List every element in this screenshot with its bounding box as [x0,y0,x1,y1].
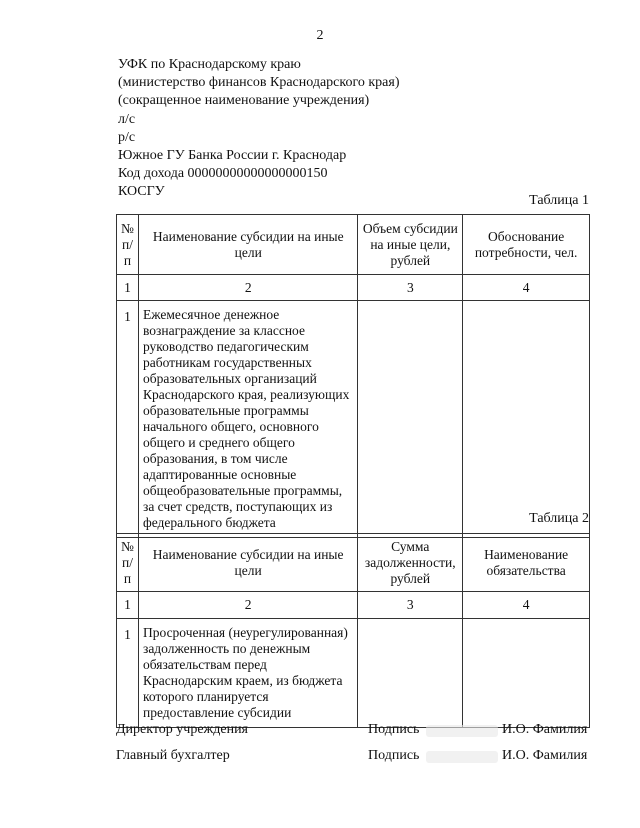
header-line-kosgu: КОСГУ [118,184,165,200]
director-name-label: И.О. Фамилия [502,722,588,737]
table1 [116,214,590,538]
table2-colnum-3: 3 [358,592,463,619]
table1-colnum-1: 1 [117,275,139,301]
table2-header-name: Наименование субсидии на иные цели [138,534,357,592]
table1-row-name: Ежемесячное денежное вознаграждение за классное руководство педагогическим работникам государственных образовательных организаций Краснодарского края, реализующих образовательные программы начального общего, основного общего и среднего общего образования, в том числе адаптированные основные общеобразовательные программы, за счет средств, поступающих из федерального бюджета [138,301,358,538]
table1-header-num: № п/п [117,215,139,275]
table1-header-basis: Обоснование потребности, чел. [463,215,590,275]
table2-row-amount [358,619,463,728]
header-block [118,56,399,202]
accountant-signature-mark [426,751,498,763]
director-label: Директор учреждения [116,722,248,737]
table1-header-name: Наименование субсидии на иные цели [138,215,358,275]
table2-row-name: Просроченная (неурегулированная) задолженность по денежным обязательствам перед Краснодарским краем, из бюджета которого планируется предоставление субсидии [138,619,357,728]
header-line-treasury: УФК по Краснодарскому краю [118,57,301,72]
table1-header-volume: Объем субсидии на иные цели, рублей [358,215,463,275]
accountant-name-label: И.О. Фамилия [502,748,588,763]
page-number: 2 [316,28,324,43]
table2-caption: Таблица 2 [529,511,589,526]
header-line-settlement-account: р/с [118,129,136,145]
table2-header-num: № п/п [117,534,139,592]
table1-number-row [117,275,590,301]
accountant-sign-label: Подпись [368,748,420,763]
table2-header-row [117,534,590,592]
table2-header-obligation: Наименование обязательства [463,534,590,592]
table1-caption: Таблица 1 [529,193,589,208]
table1-row-volume [358,301,463,538]
table2-header-amount: Сумма задолженности, рублей [358,534,463,592]
accountant-label: Главный бухгалтер [116,748,230,763]
header-line-bank: Южное ГУ Банка России г. Краснодар [118,148,347,164]
table2-row [117,619,590,728]
table1-colnum-4: 4 [463,275,590,301]
table1-row-basis [463,301,590,538]
director-signature-mark [426,725,498,737]
table1-header-row [117,215,590,275]
header-line-ministry: (министерство финансов Краснодарского края) [118,75,400,91]
table1-colnum-3: 3 [358,275,463,301]
table2-number-row [117,592,590,619]
table1-row-num: 1 [117,301,139,538]
table2 [116,533,590,728]
table2-row-num: 1 [117,619,139,728]
table2-colnum-1: 1 [117,592,139,619]
table1-colnum-2: 2 [138,275,358,301]
header-line-institution: (сокращенное наименование учреждения) [118,93,370,109]
table2-row-obligation [463,619,590,728]
table1-row [117,301,590,538]
header-line-personal-account: л/с [118,111,136,127]
table2-colnum-2: 2 [138,592,357,619]
director-sign-label: Подпись [368,722,420,737]
header-line-income-code: Код дохода 00000000000000000150 [118,166,328,182]
table2-colnum-4: 4 [463,592,590,619]
